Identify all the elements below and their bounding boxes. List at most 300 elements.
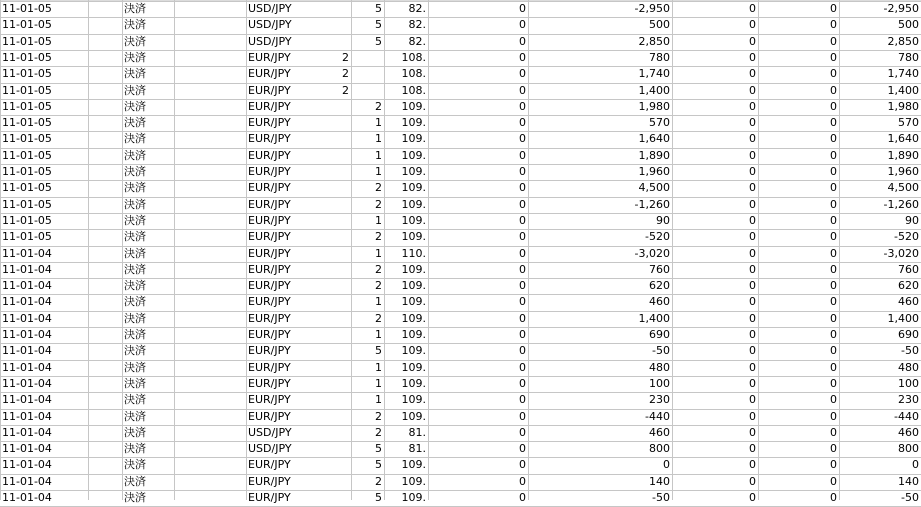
cell-b[interactable]: 5: [375, 34, 382, 48]
cell-total[interactable]: 230: [898, 393, 919, 407]
cell-c2[interactable]: 0: [749, 67, 756, 81]
cell-total[interactable]: 1,640: [887, 132, 919, 146]
cell-c1[interactable]: 0: [519, 474, 526, 488]
cell-b[interactable]: 2: [375, 181, 382, 195]
cell-b[interactable]: 1: [375, 328, 382, 341]
cell-pair[interactable]: EUR/JPY: [248, 116, 291, 130]
cell-rate[interactable]: 109.: [401, 116, 426, 130]
cell-a[interactable]: [314, 360, 351, 377]
cell-b[interactable]: 5: [375, 2, 382, 15]
cell-pl[interactable]: 460: [649, 295, 670, 309]
cell-type[interactable]: 決済: [124, 328, 146, 341]
cell-c1[interactable]: 0: [519, 2, 526, 15]
cell-pl[interactable]: 1,640: [638, 132, 670, 146]
cell-pl[interactable]: 500: [649, 18, 670, 32]
cell-pl[interactable]: 100: [649, 376, 670, 390]
cell-a[interactable]: [314, 457, 351, 474]
cell-type[interactable]: 決済: [124, 360, 146, 374]
cell-c3[interactable]: 0: [830, 311, 837, 325]
cell-total[interactable]: 140: [898, 474, 919, 488]
cell-c2[interactable]: 0: [749, 376, 756, 390]
cell-pl[interactable]: -50: [652, 491, 670, 504]
cell-rate[interactable]: 82.: [408, 2, 426, 15]
cell-c2[interactable]: 0: [749, 213, 756, 227]
cell-a[interactable]: [314, 490, 351, 507]
cell-b[interactable]: 2: [375, 311, 382, 325]
cell-date[interactable]: 11-01-04: [2, 425, 52, 439]
cell-rate[interactable]: 109.: [401, 230, 426, 244]
cell-date[interactable]: 11-01-04: [2, 262, 52, 276]
cell-total[interactable]: -440: [894, 409, 919, 423]
cell-a[interactable]: [314, 246, 351, 263]
cell-total[interactable]: 690: [898, 328, 919, 341]
cell-c1[interactable]: 0: [519, 491, 526, 504]
cell-date[interactable]: 11-01-04: [2, 295, 52, 309]
cell-type[interactable]: 決済: [124, 99, 146, 113]
cell-rate[interactable]: 109.: [401, 213, 426, 227]
cell-total[interactable]: 570: [898, 116, 919, 130]
cell-rate[interactable]: 81.: [408, 442, 426, 456]
cell-a[interactable]: [314, 392, 351, 409]
cell-pair[interactable]: EUR/JPY: [248, 458, 291, 472]
cell-b[interactable]: 1: [375, 213, 382, 227]
cell-b[interactable]: 5: [375, 18, 382, 32]
cell-date[interactable]: 11-01-05: [2, 67, 52, 81]
cell-c1[interactable]: 0: [519, 50, 526, 64]
cell-b[interactable]: [351, 50, 384, 67]
cell-type[interactable]: 決済: [124, 458, 146, 472]
cell-b[interactable]: 1: [375, 165, 382, 178]
cell-a[interactable]: [314, 180, 351, 197]
cell-total[interactable]: 1,890: [887, 148, 919, 162]
cell-c1[interactable]: 0: [519, 409, 526, 423]
cell-c3[interactable]: 0: [830, 376, 837, 390]
cell-total[interactable]: 760: [898, 262, 919, 276]
cell-total[interactable]: 620: [898, 279, 919, 293]
cell-rate[interactable]: 108.: [401, 83, 426, 97]
cell-pl[interactable]: 1,890: [638, 148, 670, 162]
cell-pair[interactable]: USD/JPY: [248, 442, 292, 456]
cell-pl[interactable]: 760: [649, 262, 670, 276]
cell-c3[interactable]: 0: [830, 328, 837, 341]
cell-pair[interactable]: USD/JPY: [248, 2, 292, 15]
cell-type[interactable]: 決済: [124, 262, 146, 276]
cell-a[interactable]: 2: [342, 50, 349, 64]
cell-c1[interactable]: 0: [519, 83, 526, 97]
cell-c1[interactable]: 0: [519, 328, 526, 341]
cell-date[interactable]: 11-01-05: [2, 18, 52, 32]
cell-pair[interactable]: EUR/JPY: [248, 279, 291, 293]
cell-date[interactable]: 11-01-05: [2, 50, 52, 64]
cell-c1[interactable]: 0: [519, 360, 526, 374]
cell-c3[interactable]: 0: [830, 458, 837, 472]
cell-pair[interactable]: EUR/JPY: [248, 474, 291, 488]
cell-rate[interactable]: 110.: [401, 246, 426, 260]
cell-c2[interactable]: 0: [749, 360, 756, 374]
cell-total[interactable]: 500: [898, 18, 919, 32]
cell-c1[interactable]: 0: [519, 99, 526, 113]
cell-type[interactable]: 決済: [124, 116, 146, 130]
cell-c3[interactable]: 0: [830, 393, 837, 407]
cell-pl[interactable]: 140: [649, 474, 670, 488]
cell-pair[interactable]: EUR/JPY: [248, 148, 291, 162]
cell-type[interactable]: 決済: [124, 376, 146, 390]
cell-date[interactable]: 11-01-04: [2, 246, 52, 260]
cell-c2[interactable]: 0: [749, 442, 756, 456]
cell-type[interactable]: 決済: [124, 83, 146, 97]
cell-c3[interactable]: 0: [830, 409, 837, 423]
cell-pl[interactable]: 480: [649, 360, 670, 374]
cell-type[interactable]: 決済: [124, 344, 146, 358]
cell-c1[interactable]: 0: [519, 311, 526, 325]
cell-total[interactable]: 100: [898, 376, 919, 390]
cell-date[interactable]: 11-01-05: [2, 230, 52, 244]
cell-date[interactable]: 11-01-05: [2, 116, 52, 130]
cell-b[interactable]: 1: [375, 360, 382, 374]
cell-a[interactable]: [314, 131, 351, 148]
cell-b[interactable]: 1: [375, 295, 382, 309]
cell-a[interactable]: [314, 425, 351, 442]
cell-c2[interactable]: 0: [749, 246, 756, 260]
cell-c3[interactable]: 0: [830, 83, 837, 97]
cell-pair[interactable]: EUR/JPY: [248, 99, 291, 113]
cell-a[interactable]: 2: [342, 83, 349, 97]
cell-date[interactable]: 11-01-05: [2, 148, 52, 162]
cell-pl[interactable]: 800: [649, 442, 670, 456]
cell-rate[interactable]: 109.: [401, 376, 426, 390]
cell-c3[interactable]: 0: [830, 197, 837, 211]
cell-c3[interactable]: 0: [830, 99, 837, 113]
cell-c3[interactable]: 0: [830, 246, 837, 260]
cell-c3[interactable]: 0: [830, 491, 837, 504]
cell-c3[interactable]: 0: [830, 165, 837, 178]
cell-pl[interactable]: -3,020: [634, 246, 670, 260]
cell-c2[interactable]: 0: [749, 458, 756, 472]
cell-type[interactable]: 決済: [124, 2, 146, 15]
cell-date[interactable]: 11-01-04: [2, 474, 52, 488]
cell-pl[interactable]: -520: [645, 230, 670, 244]
cell-rate[interactable]: 109.: [401, 132, 426, 146]
cell-pl[interactable]: -1,260: [634, 197, 670, 211]
cell-a[interactable]: [314, 115, 351, 132]
cell-b[interactable]: 1: [375, 148, 382, 162]
cell-pl[interactable]: 1,400: [638, 311, 670, 325]
cell-pl[interactable]: 1,400: [638, 83, 670, 97]
cell-pl[interactable]: 1,740: [638, 67, 670, 81]
cell-a[interactable]: [314, 474, 351, 491]
cell-type[interactable]: 決済: [124, 295, 146, 309]
cell-c3[interactable]: 0: [830, 230, 837, 244]
cell-c1[interactable]: 0: [519, 425, 526, 439]
cell-date[interactable]: 11-01-04: [2, 311, 52, 325]
cell-pair[interactable]: EUR/JPY: [248, 83, 291, 97]
cell-c1[interactable]: 0: [519, 132, 526, 146]
cell-c3[interactable]: 0: [830, 18, 837, 32]
cell-b[interactable]: 1: [375, 132, 382, 146]
cell-type[interactable]: 決済: [124, 50, 146, 64]
cell-c3[interactable]: 0: [830, 148, 837, 162]
cell-date[interactable]: 11-01-05: [2, 2, 52, 15]
cell-b[interactable]: 2: [375, 262, 382, 276]
cell-type[interactable]: 決済: [124, 213, 146, 227]
cell-b[interactable]: 2: [375, 197, 382, 211]
cell-c3[interactable]: 0: [830, 50, 837, 64]
cell-c1[interactable]: 0: [519, 34, 526, 48]
cell-rate[interactable]: 108.: [401, 50, 426, 64]
cell-total[interactable]: 90: [905, 213, 919, 227]
cell-c3[interactable]: 0: [830, 344, 837, 358]
cell-pair[interactable]: EUR/JPY: [248, 344, 291, 358]
cell-pair[interactable]: EUR/JPY: [248, 311, 291, 325]
cell-c2[interactable]: 0: [749, 491, 756, 504]
cell-b[interactable]: 1: [375, 116, 382, 130]
cell-c2[interactable]: 0: [749, 344, 756, 358]
cell-c1[interactable]: 0: [519, 67, 526, 81]
cell-rate[interactable]: 109.: [401, 360, 426, 374]
cell-rate[interactable]: 109.: [401, 99, 426, 113]
cell-c2[interactable]: 0: [749, 116, 756, 130]
cell-c3[interactable]: 0: [830, 213, 837, 227]
cell-c2[interactable]: 0: [749, 311, 756, 325]
cell-c1[interactable]: 0: [519, 393, 526, 407]
cell-type[interactable]: 決済: [124, 181, 146, 195]
cell-date[interactable]: 11-01-04: [2, 409, 52, 423]
cell-total[interactable]: 460: [898, 425, 919, 439]
cell-c3[interactable]: 0: [830, 34, 837, 48]
cell-c1[interactable]: 0: [519, 344, 526, 358]
cell-total[interactable]: 2,850: [887, 34, 919, 48]
cell-rate[interactable]: 109.: [401, 344, 426, 358]
cell-date[interactable]: 11-01-05: [2, 132, 52, 146]
cell-c1[interactable]: 0: [519, 458, 526, 472]
cell-type[interactable]: 決済: [124, 474, 146, 488]
cell-c1[interactable]: 0: [519, 442, 526, 456]
cell-pair[interactable]: EUR/JPY: [248, 50, 291, 64]
cell-b[interactable]: 1: [375, 376, 382, 390]
cell-pair[interactable]: EUR/JPY: [248, 165, 291, 178]
cell-pl[interactable]: 230: [649, 393, 670, 407]
cell-c2[interactable]: 0: [749, 279, 756, 293]
cell-c2[interactable]: 0: [749, 165, 756, 178]
cell-c2[interactable]: 0: [749, 83, 756, 97]
cell-c3[interactable]: 0: [830, 425, 837, 439]
cell-rate[interactable]: 108.: [401, 67, 426, 81]
cell-c3[interactable]: 0: [830, 474, 837, 488]
cell-total[interactable]: 1,980: [887, 99, 919, 113]
cell-total[interactable]: 0: [912, 458, 919, 472]
cell-pl[interactable]: 2,850: [638, 34, 670, 48]
cell-c1[interactable]: 0: [519, 376, 526, 390]
cell-c3[interactable]: 0: [830, 262, 837, 276]
cell-c1[interactable]: 0: [519, 148, 526, 162]
cell-a[interactable]: [314, 409, 351, 426]
cell-type[interactable]: 決済: [124, 230, 146, 244]
cell-date[interactable]: 11-01-05: [2, 197, 52, 211]
cell-type[interactable]: 決済: [124, 393, 146, 407]
cell-date[interactable]: 11-01-04: [2, 360, 52, 374]
cell-c2[interactable]: 0: [749, 197, 756, 211]
cell-total[interactable]: 1,400: [887, 311, 919, 325]
cell-c1[interactable]: 0: [519, 262, 526, 276]
cell-date[interactable]: 11-01-05: [2, 213, 52, 227]
cell-c2[interactable]: 0: [749, 295, 756, 309]
cell-pair[interactable]: EUR/JPY: [248, 197, 291, 211]
cell-a[interactable]: [314, 34, 351, 51]
cell-c3[interactable]: 0: [830, 181, 837, 195]
cell-total[interactable]: 1,740: [887, 67, 919, 81]
cell-total[interactable]: 4,500: [887, 181, 919, 195]
cell-c3[interactable]: 0: [830, 442, 837, 456]
cell-rate[interactable]: 109.: [401, 393, 426, 407]
cell-type[interactable]: 決済: [124, 197, 146, 211]
cell-total[interactable]: -50: [901, 491, 919, 504]
cell-rate[interactable]: 82.: [408, 18, 426, 32]
cell-pair[interactable]: EUR/JPY: [248, 246, 291, 260]
cell-pair[interactable]: USD/JPY: [248, 34, 292, 48]
cell-rate[interactable]: 109.: [401, 279, 426, 293]
cell-type[interactable]: 決済: [124, 132, 146, 146]
cell-a[interactable]: [314, 99, 351, 116]
cell-date[interactable]: 11-01-04: [2, 328, 52, 341]
cell-b[interactable]: 5: [375, 442, 382, 456]
cell-date[interactable]: 11-01-05: [2, 165, 52, 178]
cell-a[interactable]: [314, 229, 351, 246]
cell-pl[interactable]: 90: [656, 213, 670, 227]
cell-rate[interactable]: 109.: [401, 165, 426, 178]
cell-a[interactable]: [314, 278, 351, 295]
cell-c3[interactable]: 0: [830, 2, 837, 15]
cell-b[interactable]: 5: [375, 491, 382, 504]
cell-c2[interactable]: 0: [749, 474, 756, 488]
cell-rate[interactable]: 109.: [401, 491, 426, 504]
cell-type[interactable]: 決済: [124, 491, 146, 504]
cell-c1[interactable]: 0: [519, 279, 526, 293]
cell-total[interactable]: -2,950: [883, 2, 919, 15]
cell-pair[interactable]: EUR/JPY: [248, 491, 291, 504]
cell-pair[interactable]: EUR/JPY: [248, 181, 291, 195]
cell-rate[interactable]: 81.: [408, 425, 426, 439]
cell-rate[interactable]: 109.: [401, 458, 426, 472]
cell-c2[interactable]: 0: [749, 425, 756, 439]
cell-b[interactable]: 2: [375, 99, 382, 113]
cell-c3[interactable]: 0: [830, 116, 837, 130]
cell-c3[interactable]: 0: [830, 132, 837, 146]
cell-b[interactable]: 5: [375, 458, 382, 472]
cell-total[interactable]: 460: [898, 295, 919, 309]
cell-a[interactable]: [314, 376, 351, 393]
cell-c2[interactable]: 0: [749, 262, 756, 276]
cell-b[interactable]: 2: [375, 279, 382, 293]
cell-total[interactable]: 1,960: [887, 165, 919, 178]
cell-pair[interactable]: EUR/JPY: [248, 328, 291, 341]
cell-total[interactable]: 480: [898, 360, 919, 374]
cell-rate[interactable]: 109.: [401, 197, 426, 211]
cell-date[interactable]: 11-01-04: [2, 279, 52, 293]
cell-date[interactable]: 11-01-04: [2, 442, 52, 456]
cell-c3[interactable]: 0: [830, 279, 837, 293]
cell-a[interactable]: [314, 213, 351, 230]
cell-rate[interactable]: 109.: [401, 311, 426, 325]
cell-pl[interactable]: 690: [649, 328, 670, 341]
cell-c2[interactable]: 0: [749, 18, 756, 32]
cell-pair[interactable]: EUR/JPY: [248, 230, 291, 244]
cell-pair[interactable]: EUR/JPY: [248, 132, 291, 146]
cell-rate[interactable]: 109.: [401, 409, 426, 423]
cell-c1[interactable]: 0: [519, 165, 526, 178]
cell-pair[interactable]: USD/JPY: [248, 425, 292, 439]
cell-a[interactable]: [314, 164, 351, 181]
cell-pl[interactable]: 1,960: [638, 165, 670, 178]
cell-rate[interactable]: 109.: [401, 474, 426, 488]
cell-b[interactable]: [351, 66, 384, 83]
cell-pair[interactable]: EUR/JPY: [248, 360, 291, 374]
cell-a[interactable]: [314, 294, 351, 311]
cell-c1[interactable]: 0: [519, 18, 526, 32]
cell-date[interactable]: 11-01-04: [2, 393, 52, 407]
cell-type[interactable]: 決済: [124, 425, 146, 439]
cell-c2[interactable]: 0: [749, 34, 756, 48]
cell-pl[interactable]: 780: [649, 50, 670, 64]
cell-type[interactable]: 決済: [124, 442, 146, 456]
cell-b[interactable]: 1: [375, 393, 382, 407]
cell-date[interactable]: 11-01-04: [2, 491, 52, 504]
cell-c1[interactable]: 0: [519, 116, 526, 130]
cell-a[interactable]: [314, 441, 351, 458]
cell-pl[interactable]: 0: [663, 458, 670, 472]
cell-pair[interactable]: EUR/JPY: [248, 295, 291, 309]
cell-c2[interactable]: 0: [749, 2, 756, 15]
cell-a[interactable]: [314, 17, 351, 34]
cell-c2[interactable]: 0: [749, 132, 756, 146]
cell-pl[interactable]: -440: [645, 409, 670, 423]
cell-c1[interactable]: 0: [519, 181, 526, 195]
cell-c3[interactable]: 0: [830, 360, 837, 374]
cell-rate[interactable]: 109.: [401, 328, 426, 341]
cell-c2[interactable]: 0: [749, 50, 756, 64]
cell-type[interactable]: 決済: [124, 311, 146, 325]
cell-rate[interactable]: 109.: [401, 295, 426, 309]
cell-b[interactable]: 5: [375, 344, 382, 358]
cell-date[interactable]: 11-01-05: [2, 99, 52, 113]
cell-a[interactable]: [314, 148, 351, 165]
cell-pl[interactable]: 460: [649, 425, 670, 439]
cell-b[interactable]: 1: [375, 246, 382, 260]
cell-type[interactable]: 決済: [124, 67, 146, 81]
cell-total[interactable]: -1,260: [883, 197, 919, 211]
cell-type[interactable]: 決済: [124, 165, 146, 178]
cell-a[interactable]: [314, 1, 351, 18]
cell-c1[interactable]: 0: [519, 213, 526, 227]
cell-pair[interactable]: EUR/JPY: [248, 67, 291, 81]
cell-c2[interactable]: 0: [749, 230, 756, 244]
cell-pl[interactable]: 620: [649, 279, 670, 293]
cell-rate[interactable]: 109.: [401, 181, 426, 195]
cell-pair[interactable]: USD/JPY: [248, 18, 292, 32]
cell-pl[interactable]: -50: [652, 344, 670, 358]
cell-rate[interactable]: 82.: [408, 34, 426, 48]
cell-type[interactable]: 決済: [124, 34, 146, 48]
cell-c1[interactable]: 0: [519, 246, 526, 260]
cell-rate[interactable]: 109.: [401, 148, 426, 162]
cell-total[interactable]: -520: [894, 230, 919, 244]
cell-b[interactable]: 2: [375, 409, 382, 423]
cell-a[interactable]: [314, 327, 351, 344]
cell-date[interactable]: 11-01-04: [2, 376, 52, 390]
cell-type[interactable]: 決済: [124, 148, 146, 162]
cell-pair[interactable]: EUR/JPY: [248, 262, 291, 276]
cell-date[interactable]: 11-01-04: [2, 344, 52, 358]
cell-c1[interactable]: 0: [519, 230, 526, 244]
